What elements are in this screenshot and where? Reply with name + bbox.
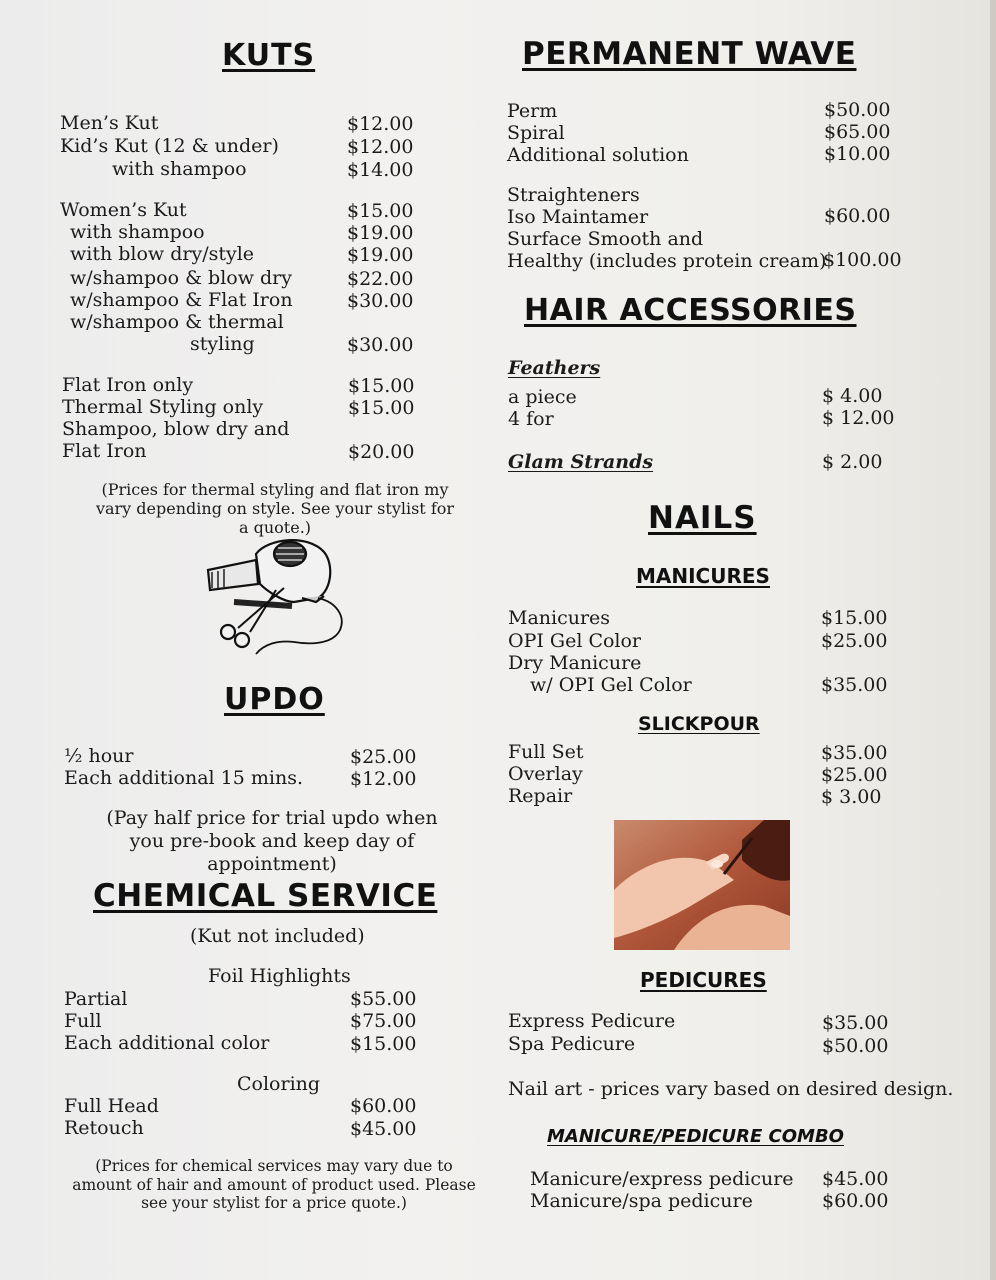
kuts-row-price: $12.00 (347, 113, 414, 135)
perm-row-label: Healthy (includes protein cream) (507, 250, 827, 272)
foil-row-label: Full (64, 1010, 102, 1032)
perm-row-price: $65.00 (824, 121, 891, 143)
pedicure-row-label: Express Pedicure (508, 1010, 676, 1032)
pedicures-heading: PEDICURES (640, 968, 767, 992)
kuts-row-label: Kid’s Kut (12 & under) (60, 135, 279, 157)
updo-row-price: $12.00 (350, 768, 417, 790)
slickpour-row-label: Full Set (508, 741, 584, 763)
kuts-row-label: styling (190, 333, 255, 355)
foil-row-price: $75.00 (350, 1010, 417, 1032)
coloring-row-label: Full Head (64, 1095, 159, 1117)
kuts-row-price: $22.00 (347, 268, 414, 290)
kuts-row-label: Women’s Kut (60, 199, 187, 221)
feather-row-label: a piece (508, 386, 577, 408)
kuts-row-label: w/shampoo & thermal (70, 311, 284, 333)
feathers-heading: Feathers (508, 357, 601, 379)
accessories-title: HAIR ACCESSORIES (524, 293, 857, 328)
combo-row-price: $45.00 (822, 1168, 889, 1190)
chemical-subtitle: (Kut not included) (190, 925, 365, 947)
perm-row-label: Iso Maintamer (507, 206, 649, 228)
pedicure-row-price: $50.00 (822, 1035, 889, 1057)
perm-title: PERMANENT WAVE (522, 36, 857, 72)
perm-row-label: Perm (507, 100, 558, 122)
pedicure-row-price: $35.00 (822, 1012, 889, 1034)
chemical-title: CHEMICAL SERVICE (93, 878, 438, 914)
slickpour-row-price: $35.00 (821, 742, 888, 764)
updo-row-label: Each additional 15 mins. (64, 767, 304, 789)
slickpour-row-price: $25.00 (821, 764, 888, 786)
chemical-note: (Prices for chemical services may vary due to amount of hair and amount of product used. Please see your stylist for a price quote.) (72, 1157, 476, 1212)
manicure-row-label: w/ OPI Gel Color (530, 674, 692, 696)
manicure-photo (614, 820, 790, 950)
coloring-row-price: $45.00 (350, 1118, 417, 1140)
manicure-row-price: $25.00 (821, 630, 888, 652)
perm-row-price: $100.00 (823, 249, 902, 271)
pedicure-row-label: Spa Pedicure (508, 1033, 636, 1055)
kuts-row-price: $12.00 (347, 136, 414, 158)
manicure-row-label: Dry Manicure (508, 652, 642, 674)
combo-row-label: Manicure/express pedicure (530, 1168, 794, 1190)
updo-note: (Pay half price for trial updo when you pre-book and keep day of appointment) (106, 807, 438, 875)
perm-row-price: $60.00 (824, 205, 891, 227)
foil-row-price: $15.00 (350, 1033, 417, 1055)
kuts-row-label: Flat Iron (62, 440, 147, 462)
kuts-row-price: $14.00 (347, 159, 414, 181)
updo-title: UPDO (224, 682, 325, 717)
kuts-row-label: Thermal Styling only (62, 396, 264, 418)
kuts-row-label: Flat Iron only (62, 374, 194, 396)
manicure-row-price: $35.00 (821, 674, 888, 696)
slickpour-row-price: $ 3.00 (821, 786, 882, 808)
kuts-row-price: $15.00 (347, 200, 414, 222)
combo-heading: MANICURE/PEDICURE COMBO (547, 1126, 844, 1147)
glam-strands-price: $ 2.00 (822, 451, 883, 473)
perm-row-label: Straighteners (507, 184, 640, 206)
perm-row-price: $50.00 (824, 99, 891, 121)
foil-row-label: Each additional color (64, 1032, 270, 1054)
manicure-row-price: $15.00 (821, 607, 888, 629)
feather-row-price: $ 12.00 (822, 407, 895, 429)
coloring-row-price: $60.00 (350, 1095, 417, 1117)
hair-dryer-icon (198, 532, 354, 658)
combo-row-price: $60.00 (822, 1190, 889, 1212)
slickpour-row-label: Overlay (508, 763, 583, 785)
foil-row-label: Partial (64, 988, 128, 1010)
kuts-row-label: Shampoo, blow dry and (62, 418, 290, 440)
kuts-row-label: w/shampoo & blow dry (70, 267, 292, 289)
kuts-row-price: $15.00 (348, 397, 415, 419)
perm-row-label: Additional solution (507, 144, 689, 166)
manicure-row-label: Manicures (508, 607, 611, 629)
kuts-row-label: with shampoo (112, 158, 247, 180)
kuts-row-price: $30.00 (347, 290, 414, 312)
page-edge (990, 0, 996, 1280)
kuts-title: KUTS (222, 38, 316, 73)
feather-row-price: $ 4.00 (822, 385, 883, 407)
coloring-row-label: Retouch (64, 1117, 144, 1139)
glam-strands-label: Glam Strands (508, 451, 654, 473)
slickpour-row-label: Repair (508, 785, 573, 807)
manicure-row-label: OPI Gel Color (508, 630, 642, 652)
perm-row-label: Surface Smooth and (507, 228, 704, 250)
kuts-row-label: with blow dry/style (70, 243, 255, 265)
kuts-note: (Prices for thermal styling and flat iron my vary depending on style. See your stylist for a quote.) (95, 480, 455, 537)
nails-title: NAILS (648, 500, 757, 536)
nail-art-note: Nail art - prices vary based on desired design. (508, 1078, 954, 1100)
combo-row-label: Manicure/spa pedicure (530, 1190, 753, 1212)
updo-row-label: ½ hour (64, 745, 134, 767)
kuts-row-price: $19.00 (347, 222, 414, 244)
updo-row-price: $25.00 (350, 746, 417, 768)
perm-row-price: $10.00 (824, 143, 891, 165)
kuts-row-label: with shampoo (70, 221, 205, 243)
kuts-row-price: $20.00 (348, 441, 415, 463)
foil-row-price: $55.00 (350, 988, 417, 1010)
kuts-row-label: w/shampoo & Flat Iron (70, 289, 293, 311)
kuts-row-price: $15.00 (348, 375, 415, 397)
feather-row-label: 4 for (508, 408, 554, 430)
foil-heading: Foil Highlights (208, 965, 351, 987)
coloring-heading: Coloring (237, 1073, 321, 1095)
kuts-row-price: $19.00 (347, 244, 414, 266)
perm-row-label: Spiral (507, 122, 565, 144)
kuts-row-price: $30.00 (347, 334, 414, 356)
manicures-heading: MANICURES (636, 564, 770, 588)
kuts-row-label: Men’s Kut (60, 112, 159, 134)
slickpour-heading: SLICKPOUR (638, 713, 760, 735)
